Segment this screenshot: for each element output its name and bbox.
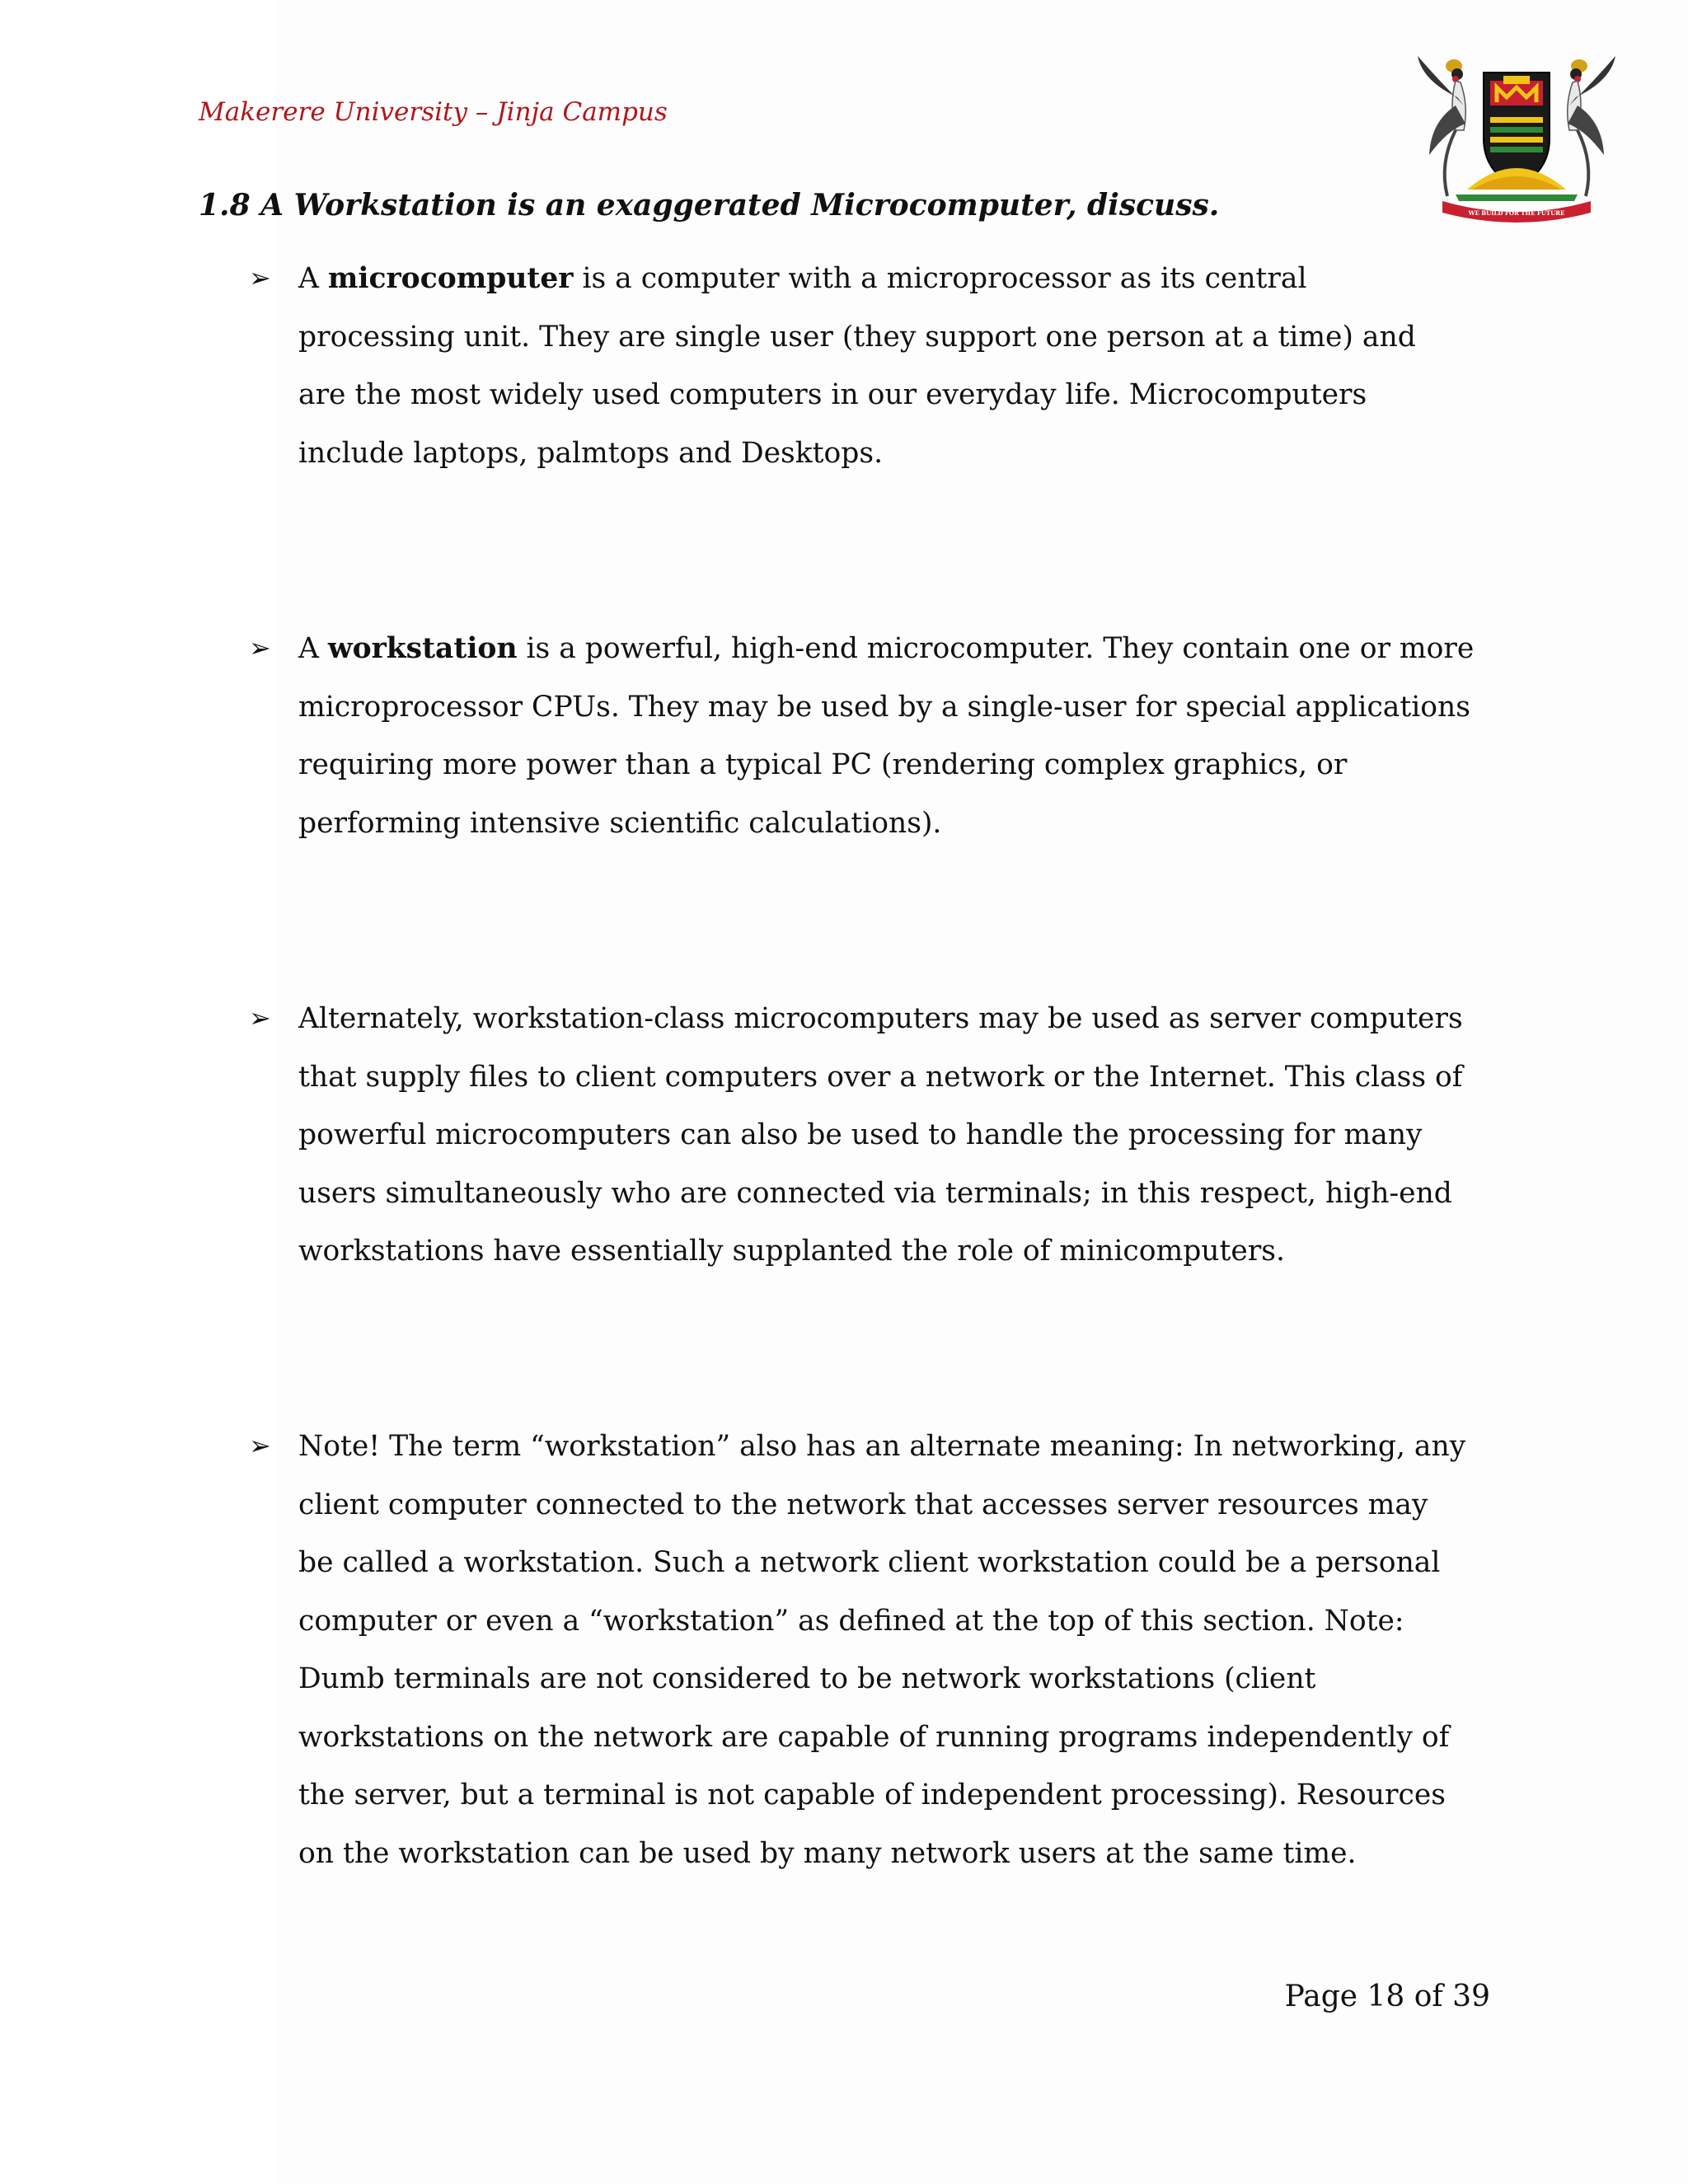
university-crest-logo bbox=[1414, 48, 1619, 223]
section-heading: 1.8 A Workstation is an exaggerated Microcomputer, discuss. bbox=[199, 188, 1220, 223]
paragraph-note bbox=[298, 1418, 1469, 1882]
paragraph-text: is a computer with a microprocessor as its central processing unit. They are single user (they support one person at a time) and are the most widely used computers in our everyday life. Microcomputers include laptops, palmtops and Desktops. bbox=[298, 262, 1416, 470]
term-bold: workstation bbox=[327, 632, 518, 665]
right-crane-icon bbox=[1568, 56, 1615, 196]
bullet-icon: ➢ bbox=[249, 1002, 271, 1033]
bullet-icon: ➢ bbox=[249, 262, 271, 293]
term-bold: microcomputer bbox=[327, 262, 574, 295]
paragraph-microcomputer bbox=[298, 250, 1469, 482]
header-institution: Makerere University – Jinja Campus bbox=[199, 97, 668, 127]
paragraph-text: Note! The term “workstation” also has an alternate meaning: In networking, any client computer connected to the network that accesses server resources may be called a workstation. Such a network client workstation could be a personal computer or even a “workstation” as defined at the top of this section. Note: Dumb terminals are not considered to be network workstations (client workstations on the network are capable of running programs independently of the server, but a terminal is not capable of independent processing). Resources on the workstation can be used by many network users at the same time. bbox=[298, 1430, 1466, 1870]
bullet-icon: ➢ bbox=[249, 632, 271, 663]
paragraph-text: A bbox=[298, 262, 328, 295]
paragraph-workstation bbox=[298, 620, 1485, 852]
paragraph-text: Alternately, workstation-class microcomputers may be used as server computers that supply files to client computers over a network or the Internet. This class of powerful microcomputers can also be used to handle the processing for many users simultaneously who are connected via terminals; in this respect, high-end workstations have essentially supplanted the role of minicomputers. bbox=[298, 1002, 1463, 1268]
paragraph-text: is a powerful, high-end microcomputer. They contain one or more microprocessor CPUs. They may be used by a single-user for special applications requiring more power than a typical PC (rendering complex graphics, or performing intensive scientific calculations). bbox=[298, 632, 1475, 840]
paragraph-server-class bbox=[298, 990, 1477, 1281]
page-number: Page 18 of 39 bbox=[1284, 1980, 1490, 2013]
paragraph-text: A bbox=[298, 632, 328, 665]
left-crane-icon bbox=[1418, 56, 1465, 196]
motto-ribbon bbox=[1442, 201, 1591, 223]
svg-text:WE BUILD FOR THE FUTURE: WE BUILD FOR THE FUTURE bbox=[1468, 209, 1565, 217]
bullet-icon: ➢ bbox=[249, 1430, 271, 1461]
sunrise-icon bbox=[1456, 168, 1578, 201]
